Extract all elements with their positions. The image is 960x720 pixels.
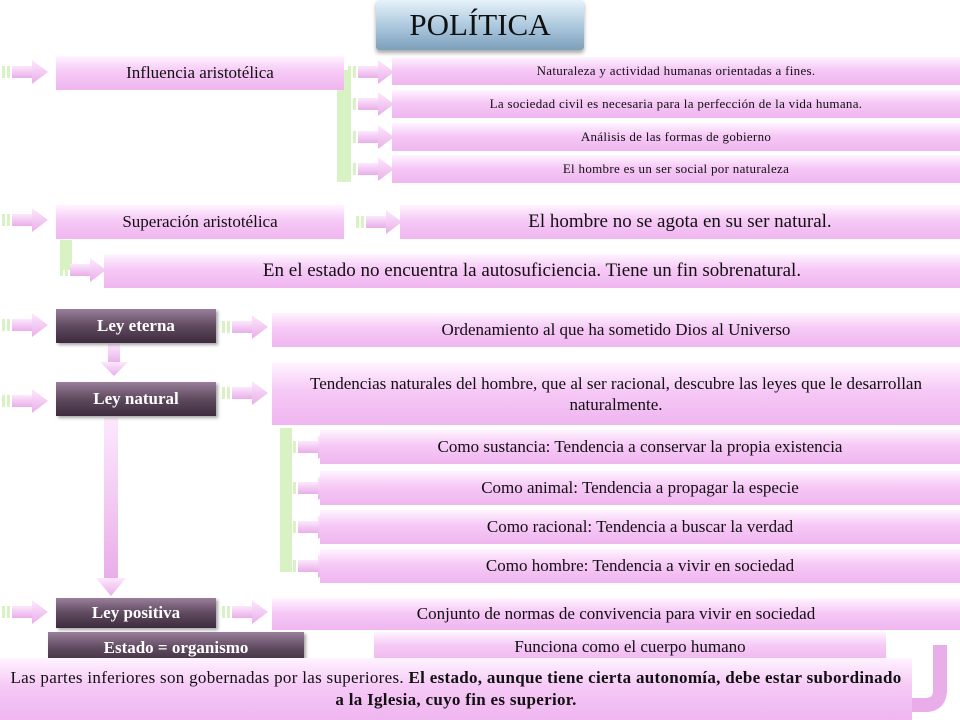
superacion-label: Superación aristotélica xyxy=(56,205,344,239)
ley-natural-label: Ley natural xyxy=(56,382,216,416)
influencia-label: Influencia aristotélica xyxy=(56,56,344,90)
estado-desc: Funciona como el cuerpo humano xyxy=(374,632,886,662)
arrow-superacion xyxy=(2,208,48,232)
estado-note xyxy=(0,658,912,720)
ley-eterna-desc: Ordenamiento al que ha sometido Dios al Universo xyxy=(272,313,960,347)
superacion-item: El hombre no se agota en su ser natural. xyxy=(400,205,960,239)
tendencia-item: Como hombre: Tendencia a vivir en sociedad xyxy=(320,549,960,583)
ley-eterna-label: Ley eterna xyxy=(56,309,216,343)
estado-label: Estado = organismo xyxy=(48,632,304,664)
arrow-influencia xyxy=(2,60,48,84)
arrow-ley-eterna xyxy=(2,313,48,337)
superacion-item: En el estado no encuentra la autosuficiencia. Tiene un fin sobrenatural. xyxy=(104,254,960,288)
influencia-item: Naturaleza y actividad humanas orientadas a fines. xyxy=(392,57,960,85)
influencia-item: Análisis de las formas de gobierno xyxy=(392,123,960,151)
arrow-ley-natural xyxy=(2,389,48,413)
influencia-item: El hombre es un ser social por naturaleza xyxy=(392,155,960,183)
page-title: POLÍTICA xyxy=(376,0,584,50)
tendencia-item: Como racional: Tendencia a buscar la verdad xyxy=(320,510,960,544)
influencia-item: La sociedad civil es necesaria para la perfección de la vida humana. xyxy=(392,90,960,118)
ley-positiva-desc: Conjunto de normas de convivencia para vivir en sociedad xyxy=(272,598,960,630)
tendencia-item: Como sustancia: Tendencia a conservar la propia existencia xyxy=(320,430,960,464)
tendencia-item: Como animal: Tendencia a propagar la especie xyxy=(320,471,960,505)
estado-note-bold: El estado, aunque tiene cierta autonomía, debe estar subordinado a la Iglesia, cuyo fin es superior. xyxy=(335,667,902,709)
arrow-ley-positiva xyxy=(2,600,48,624)
ley-positiva-label: Ley positiva xyxy=(56,598,216,628)
ley-natural-desc: Tendencias naturales del hombre, que al ser racional, descubre las leyes que le desarrollan naturalmente. xyxy=(272,363,960,425)
estado-note-plain: Las partes inferiores son gobernadas por las superiores. xyxy=(10,667,409,687)
